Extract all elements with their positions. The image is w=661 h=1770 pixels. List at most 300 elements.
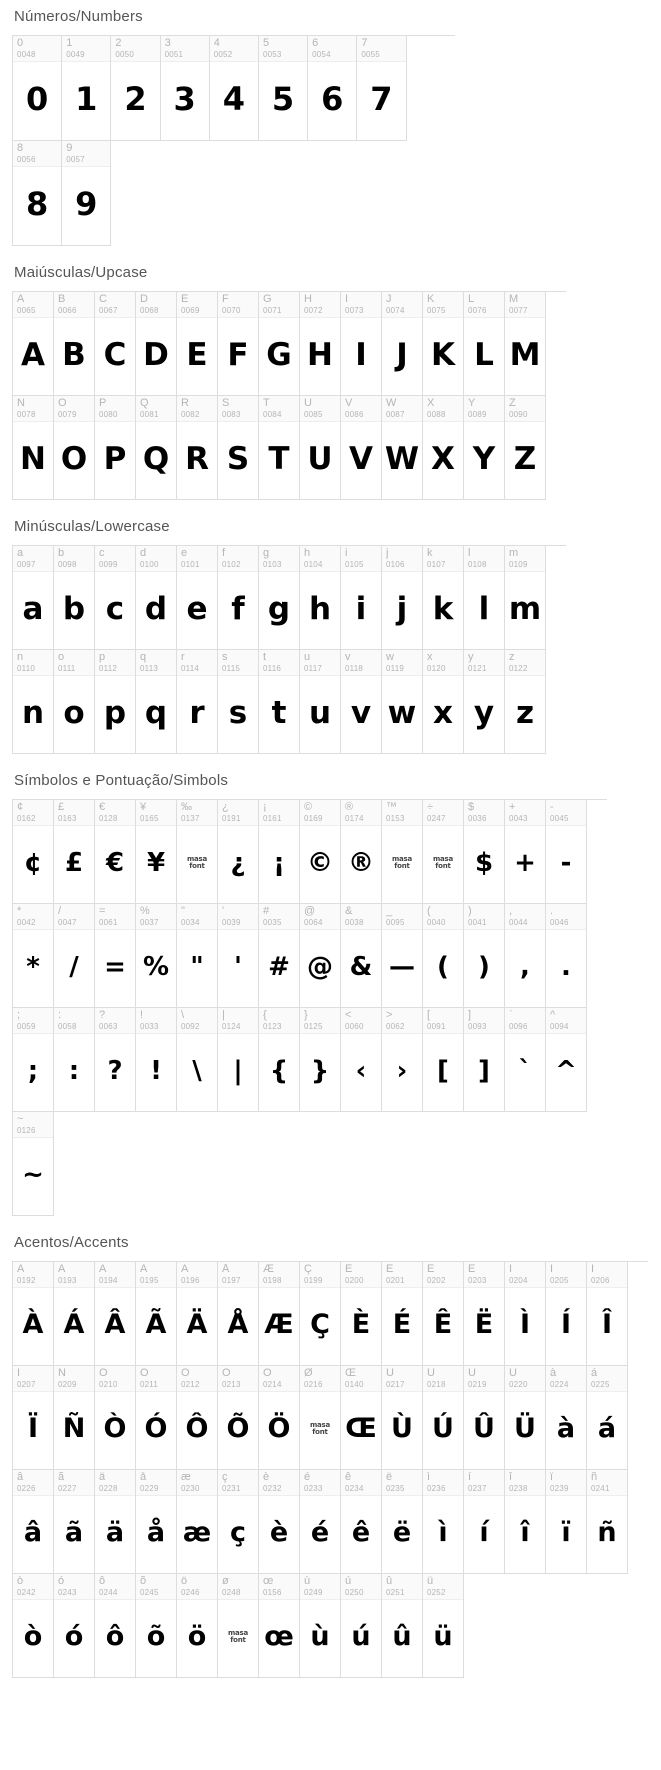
glyph-cell[interactable] [95,1008,136,1112]
glyph-char-label: ú [345,1576,352,1587]
glyph-header [136,546,176,572]
glyph-preview: Í [560,1309,572,1341]
glyph-cell[interactable] [218,1470,259,1574]
glyph-cell[interactable] [423,904,464,1008]
glyph-header [259,1574,299,1600]
glyph-code-label: 0051 [164,50,184,59]
glyph-header [300,1262,340,1288]
glyph-code-label: 0219 [468,1380,487,1389]
glyph-char-label: ä [99,1472,106,1483]
glyph-cell[interactable] [218,1008,259,1112]
glyph-cell[interactable] [54,904,95,1008]
glyph-cell[interactable] [505,1262,546,1366]
glyph-cell[interactable] [464,1470,505,1574]
glyph-cell[interactable] [259,1470,300,1574]
glyph-cell[interactable] [54,546,95,650]
glyph-cell[interactable] [423,1366,464,1470]
glyph-preview: 3 [173,80,196,119]
glyph-cell[interactable] [382,546,423,650]
glyph-code-label: 0108 [468,560,487,569]
glyph-header [546,800,586,826]
glyph-char-label: [ [427,1010,431,1021]
glyph-header [423,800,463,826]
glyph-cell[interactable] [341,904,382,1008]
glyph-cell[interactable] [505,1470,546,1574]
glyph-cell[interactable] [210,36,259,141]
glyph-cell[interactable] [464,1262,505,1366]
glyph-cell[interactable] [13,396,54,500]
glyph-code-label: 0040 [427,918,446,927]
glyph-cell[interactable] [259,546,300,650]
glyph-header [259,800,299,826]
glyph-cell[interactable] [382,1262,423,1366]
glyph-preview: ¢ [23,847,43,878]
glyph-header [423,904,463,930]
glyph-preview: 0 [25,80,49,119]
glyph-cell[interactable] [546,1008,587,1112]
glyph-cell[interactable] [177,1470,218,1574]
glyph-cell[interactable] [464,650,505,754]
glyph-preview: x [433,694,453,731]
glyph-header [136,1262,176,1288]
glyph-cell[interactable] [136,1008,177,1112]
glyph-preview: ì [438,1517,448,1549]
glyph-cell[interactable] [341,800,382,904]
glyph-preview: â [23,1517,43,1549]
glyph-cell[interactable] [382,1008,423,1112]
glyph-char-label: < [345,1010,352,1021]
glyph-code-label: 0084 [263,410,282,419]
glyph-cell[interactable] [505,1366,546,1470]
glyph-preview: ] [478,1055,490,1086]
glyph-cell[interactable] [218,650,259,754]
glyph-preview: ñ [597,1517,617,1549]
glyph-code-label: 0195 [140,1276,159,1285]
glyph-code-label: 0248 [222,1588,241,1597]
glyph-preview: Ï [27,1413,39,1445]
glyph-code-label: 0045 [550,814,569,823]
glyph-char-label: E [181,294,189,305]
glyph-cell[interactable] [62,36,111,141]
glyph-cell[interactable] [423,546,464,650]
glyph-char-label: V [345,398,353,409]
glyph-preview: I [355,336,367,373]
glyph-char-label: ! [140,1010,144,1021]
glyph-preview: Z [513,440,537,477]
glyph-preview: ü [433,1621,453,1653]
glyph-cell[interactable] [505,546,546,650]
glyph-cell[interactable] [136,1470,177,1574]
glyph-preview: O [60,440,88,477]
glyph-cell[interactable] [259,650,300,754]
glyph-header [423,292,463,318]
glyph-cell[interactable] [300,546,341,650]
glyph-char-label: Z [509,398,516,409]
glyph-cell[interactable] [300,1262,341,1366]
glyph-cell[interactable] [95,1366,136,1470]
glyph-header [300,904,340,930]
glyph-preview: N [20,440,46,477]
glyph-cell[interactable] [13,650,54,754]
glyph-char-label: Ó [140,1368,149,1379]
glyph-header [13,650,53,676]
glyph-char-label: N [17,398,25,409]
glyph-char-label: U [304,398,312,409]
glyph-code-label: 0033 [140,1022,159,1031]
glyph-char-label: K [427,294,435,305]
glyph-cell[interactable] [300,396,341,500]
glyph-char-label: 8 [17,143,24,154]
glyph-char-label: , [509,906,513,917]
glyph-cell[interactable] [341,1574,382,1678]
glyph-header [62,141,110,167]
glyph-preview: è [269,1517,289,1549]
glyph-header [357,36,405,62]
glyph-code-label: 0050 [115,50,134,59]
glyph-char-label: Ï [17,1368,21,1379]
glyph-cell[interactable] [259,396,300,500]
glyph-code-label: 0113 [140,664,159,673]
glyph-cell[interactable] [464,1008,505,1112]
glyph-cell[interactable] [546,1470,587,1574]
glyph-preview: | [233,1055,243,1086]
glyph-cell[interactable] [587,1366,628,1470]
glyph-char-label: ã [58,1472,65,1483]
glyph-cell[interactable] [13,1008,54,1112]
glyph-char-label: ( [427,906,431,917]
glyph-code-label: 0106 [386,560,405,569]
glyph-preview: œ [264,1621,294,1653]
glyph-cell[interactable] [546,1262,587,1366]
masafont-watermark [310,1422,330,1436]
glyph-cell[interactable] [423,1470,464,1574]
glyph-preview: + [514,847,536,878]
glyph-preview: Q [142,440,170,477]
glyph-char-label: Ò [99,1368,108,1379]
glyph-char-label: % [140,906,150,917]
glyph-cell[interactable] [136,904,177,1008]
glyph-code-label: 0220 [509,1380,528,1389]
glyph-cell[interactable] [218,1262,259,1366]
glyph-header [177,1574,217,1600]
glyph-cell[interactable] [423,1262,464,1366]
glyph-char-label: ; [17,1010,21,1021]
glyph-cell[interactable] [300,800,341,904]
glyph-cell[interactable] [546,1366,587,1470]
glyph-code-label: 0199 [304,1276,323,1285]
glyph-cell[interactable] [95,904,136,1008]
glyph-cell[interactable] [13,1574,54,1678]
glyph-cell[interactable] [341,1008,382,1112]
glyph-cell[interactable] [13,36,62,141]
glyph-cell[interactable] [13,1470,54,1574]
glyph-code-label: 0231 [222,1484,241,1493]
glyph-header [54,1574,94,1600]
glyph-code-label: 0094 [550,1022,569,1031]
glyph-cell[interactable] [423,292,464,396]
glyph-cell[interactable] [13,141,62,246]
glyph-code-label: 0048 [17,50,36,59]
glyph-cell[interactable] [95,292,136,396]
glyph-cell[interactable] [423,396,464,500]
glyph-preview: í [479,1517,489,1549]
glyph-cell[interactable] [259,1574,300,1678]
glyph-preview: h [308,590,332,627]
glyph-code-label: 0091 [427,1022,446,1031]
glyph-cell[interactable] [587,1262,628,1366]
glyph-preview: Ù [391,1413,413,1445]
glyph-cell[interactable] [62,141,111,246]
glyph-code-label: 0121 [468,664,487,673]
glyph-cell[interactable] [177,396,218,500]
glyph-header [341,1470,381,1496]
glyph-cell[interactable] [136,1262,177,1366]
glyph-cell[interactable] [177,292,218,396]
glyph-cell[interactable] [136,546,177,650]
glyph-preview: 8 [25,185,49,224]
glyph-cell[interactable] [177,1574,218,1678]
glyph-cell[interactable] [136,292,177,396]
glyph-cell[interactable] [300,292,341,396]
glyph-cell[interactable] [218,1574,259,1678]
glyph-code-label: 0095 [386,918,405,927]
glyph-cell[interactable] [505,904,546,1008]
glyph-cell[interactable] [300,1470,341,1574]
glyph-cell[interactable] [382,1366,423,1470]
glyph-cell[interactable] [136,650,177,754]
glyph-char-label: i [345,548,348,559]
glyph-cell[interactable] [341,1366,382,1470]
glyph-header [423,546,463,572]
glyph-cell[interactable] [300,904,341,1008]
glyph-cell[interactable] [259,904,300,1008]
glyph-code-label: 0110 [17,664,36,673]
glyph-cell[interactable] [259,36,308,141]
glyph-cell[interactable] [177,904,218,1008]
glyph-cell[interactable] [54,1470,95,1574]
glyph-header [54,396,94,422]
glyph-cell[interactable] [382,1470,423,1574]
glyph-code-label: 0213 [222,1380,241,1389]
glyph-cell[interactable] [341,546,382,650]
glyph-cell[interactable] [177,1008,218,1112]
glyph-code-label: 0061 [99,918,118,927]
glyph-cell[interactable] [218,1366,259,1470]
glyph-cell[interactable] [161,36,210,141]
glyph-cell[interactable] [505,650,546,754]
glyph-code-label: 0069 [181,306,200,315]
glyph-cell[interactable] [423,1008,464,1112]
glyph-code-label: 0232 [263,1484,282,1493]
glyph-cell[interactable] [382,904,423,1008]
glyph-code-label: 0238 [509,1484,528,1493]
glyph-cell[interactable] [464,800,505,904]
glyph-header [382,292,422,318]
glyph-cell[interactable] [300,1008,341,1112]
glyph-cell[interactable] [54,800,95,904]
glyph-cell[interactable] [218,800,259,904]
glyph-char-label: è [263,1472,270,1483]
glyph-header [54,650,94,676]
glyph-cell[interactable] [505,292,546,396]
glyph-cell[interactable] [95,800,136,904]
glyph-code-label: 0104 [304,560,323,569]
glyph-cell[interactable] [136,800,177,904]
glyph-cell[interactable] [341,650,382,754]
glyph-header [464,650,504,676]
glyph-cell[interactable] [13,1112,54,1216]
glyph-char-label: S [222,398,230,409]
glyph-char-label: 2 [115,38,122,49]
glyph-header [382,1262,422,1288]
glyph-cell[interactable] [464,292,505,396]
glyph-header [546,1470,586,1496]
glyph-preview: Æ [264,1309,294,1341]
glyph-cell[interactable] [13,800,54,904]
glyph-cell[interactable] [464,396,505,500]
glyph-cell[interactable] [177,1262,218,1366]
glyph-cell[interactable] [464,1366,505,1470]
glyph-header [505,904,545,930]
glyph-cell[interactable] [54,396,95,500]
glyph-cell[interactable] [95,1262,136,1366]
glyph-preview: f [231,590,245,627]
glyph-cell[interactable] [13,904,54,1008]
glyph-cell[interactable] [54,292,95,396]
glyph-cell[interactable] [341,292,382,396]
glyph-header [95,1574,135,1600]
glyph-cell[interactable] [423,1574,464,1678]
glyph-cell[interactable] [423,650,464,754]
glyph-cell[interactable] [95,546,136,650]
glyph-header [341,650,381,676]
glyph-cell[interactable] [95,1470,136,1574]
glyph-cell[interactable] [177,546,218,650]
glyph-header [259,1470,299,1496]
glyph-cell[interactable] [382,800,423,904]
glyph-cell[interactable] [505,1008,546,1112]
glyph-cell[interactable] [177,1366,218,1470]
glyph-char-label: æ [181,1472,191,1483]
glyph-cell[interactable] [300,1366,341,1470]
watermark-line-2: font [189,861,205,870]
glyph-code-label: 0034 [181,918,200,927]
watermark-line-2: font [435,861,451,870]
glyph-cell[interactable] [136,396,177,500]
glyph-cell[interactable] [259,1262,300,1366]
glyph-cell[interactable] [505,800,546,904]
glyph-cell[interactable] [341,1262,382,1366]
glyph-cell[interactable] [111,36,160,141]
glyph-cell[interactable] [259,800,300,904]
glyph-preview: c [105,590,125,627]
glyph-header [13,1008,53,1034]
glyph-cell[interactable] [259,1366,300,1470]
glyph-cell[interactable] [95,396,136,500]
glyph-header [341,292,381,318]
glyph-cell[interactable] [300,650,341,754]
glyph-cell[interactable] [505,396,546,500]
glyph-preview: Ô [185,1413,209,1445]
glyph-header [300,396,340,422]
glyph-char-label: | [222,1010,225,1021]
glyph-cell[interactable] [95,650,136,754]
glyph-preview: ù [310,1621,330,1653]
glyph-cell[interactable] [259,292,300,396]
glyph-preview: © [307,847,333,878]
glyph-cell[interactable] [54,1574,95,1678]
glyph-code-label: 0116 [263,664,282,673]
glyph-preview: Ò [103,1413,127,1445]
glyph-cell[interactable] [341,1470,382,1574]
glyph-cell[interactable] [13,546,54,650]
glyph-preview: z [515,694,535,731]
glyph-cell[interactable] [587,1470,628,1574]
glyph-char-label: R [181,398,189,409]
glyph-cell[interactable] [382,1574,423,1678]
glyph-cell[interactable] [464,904,505,1008]
glyph-cell[interactable] [308,36,357,141]
glyph-cell[interactable] [218,904,259,1008]
glyph-preview: " [190,951,204,982]
glyph-header [13,292,53,318]
glyph-cell[interactable] [259,1008,300,1112]
glyph-cell[interactable] [218,292,259,396]
glyph-cell[interactable] [357,36,406,141]
glyph-preview: ¡ [273,847,285,878]
glyph-code-label: 0074 [386,306,405,315]
glyph-cell[interactable] [177,800,218,904]
glyph-cell[interactable] [13,1366,54,1470]
glyph-cell[interactable] [13,1262,54,1366]
glyph-cell[interactable] [382,650,423,754]
glyph-cell[interactable] [54,1262,95,1366]
glyph-code-label: 0115 [222,664,241,673]
glyph-code-label: 0065 [17,306,36,315]
glyph-cell[interactable] [300,1574,341,1678]
glyph-cell[interactable] [136,1574,177,1678]
glyph-code-label: 0037 [140,918,159,927]
glyph-header [341,904,381,930]
glyph-cell[interactable] [382,396,423,500]
glyph-header [13,800,53,826]
glyph-header [259,36,307,62]
glyph-cell[interactable] [177,650,218,754]
glyph-cell[interactable] [341,396,382,500]
glyph-preview: À [22,1309,44,1341]
glyph-cell[interactable] [218,546,259,650]
glyph-code-label: 0044 [509,918,528,927]
glyph-cell[interactable] [54,1008,95,1112]
glyph-cell[interactable] [464,546,505,650]
glyph-cell[interactable] [54,650,95,754]
glyph-header [423,1574,463,1600]
glyph-cell[interactable] [382,292,423,396]
glyph-header [95,396,135,422]
glyph-cell[interactable] [218,396,259,500]
glyph-cell[interactable] [95,1574,136,1678]
glyph-cell[interactable] [13,292,54,396]
glyph-cell[interactable] [423,800,464,904]
glyph-code-label: 0226 [17,1484,36,1493]
glyph-cell[interactable] [546,904,587,1008]
glyph-char-label: p [99,652,106,663]
glyph-cell[interactable] [136,1366,177,1470]
glyph-cell[interactable] [54,1366,95,1470]
glyph-char-label: b [58,548,65,559]
glyph-cell[interactable] [546,800,587,904]
glyph-char-label: é [304,1472,311,1483]
